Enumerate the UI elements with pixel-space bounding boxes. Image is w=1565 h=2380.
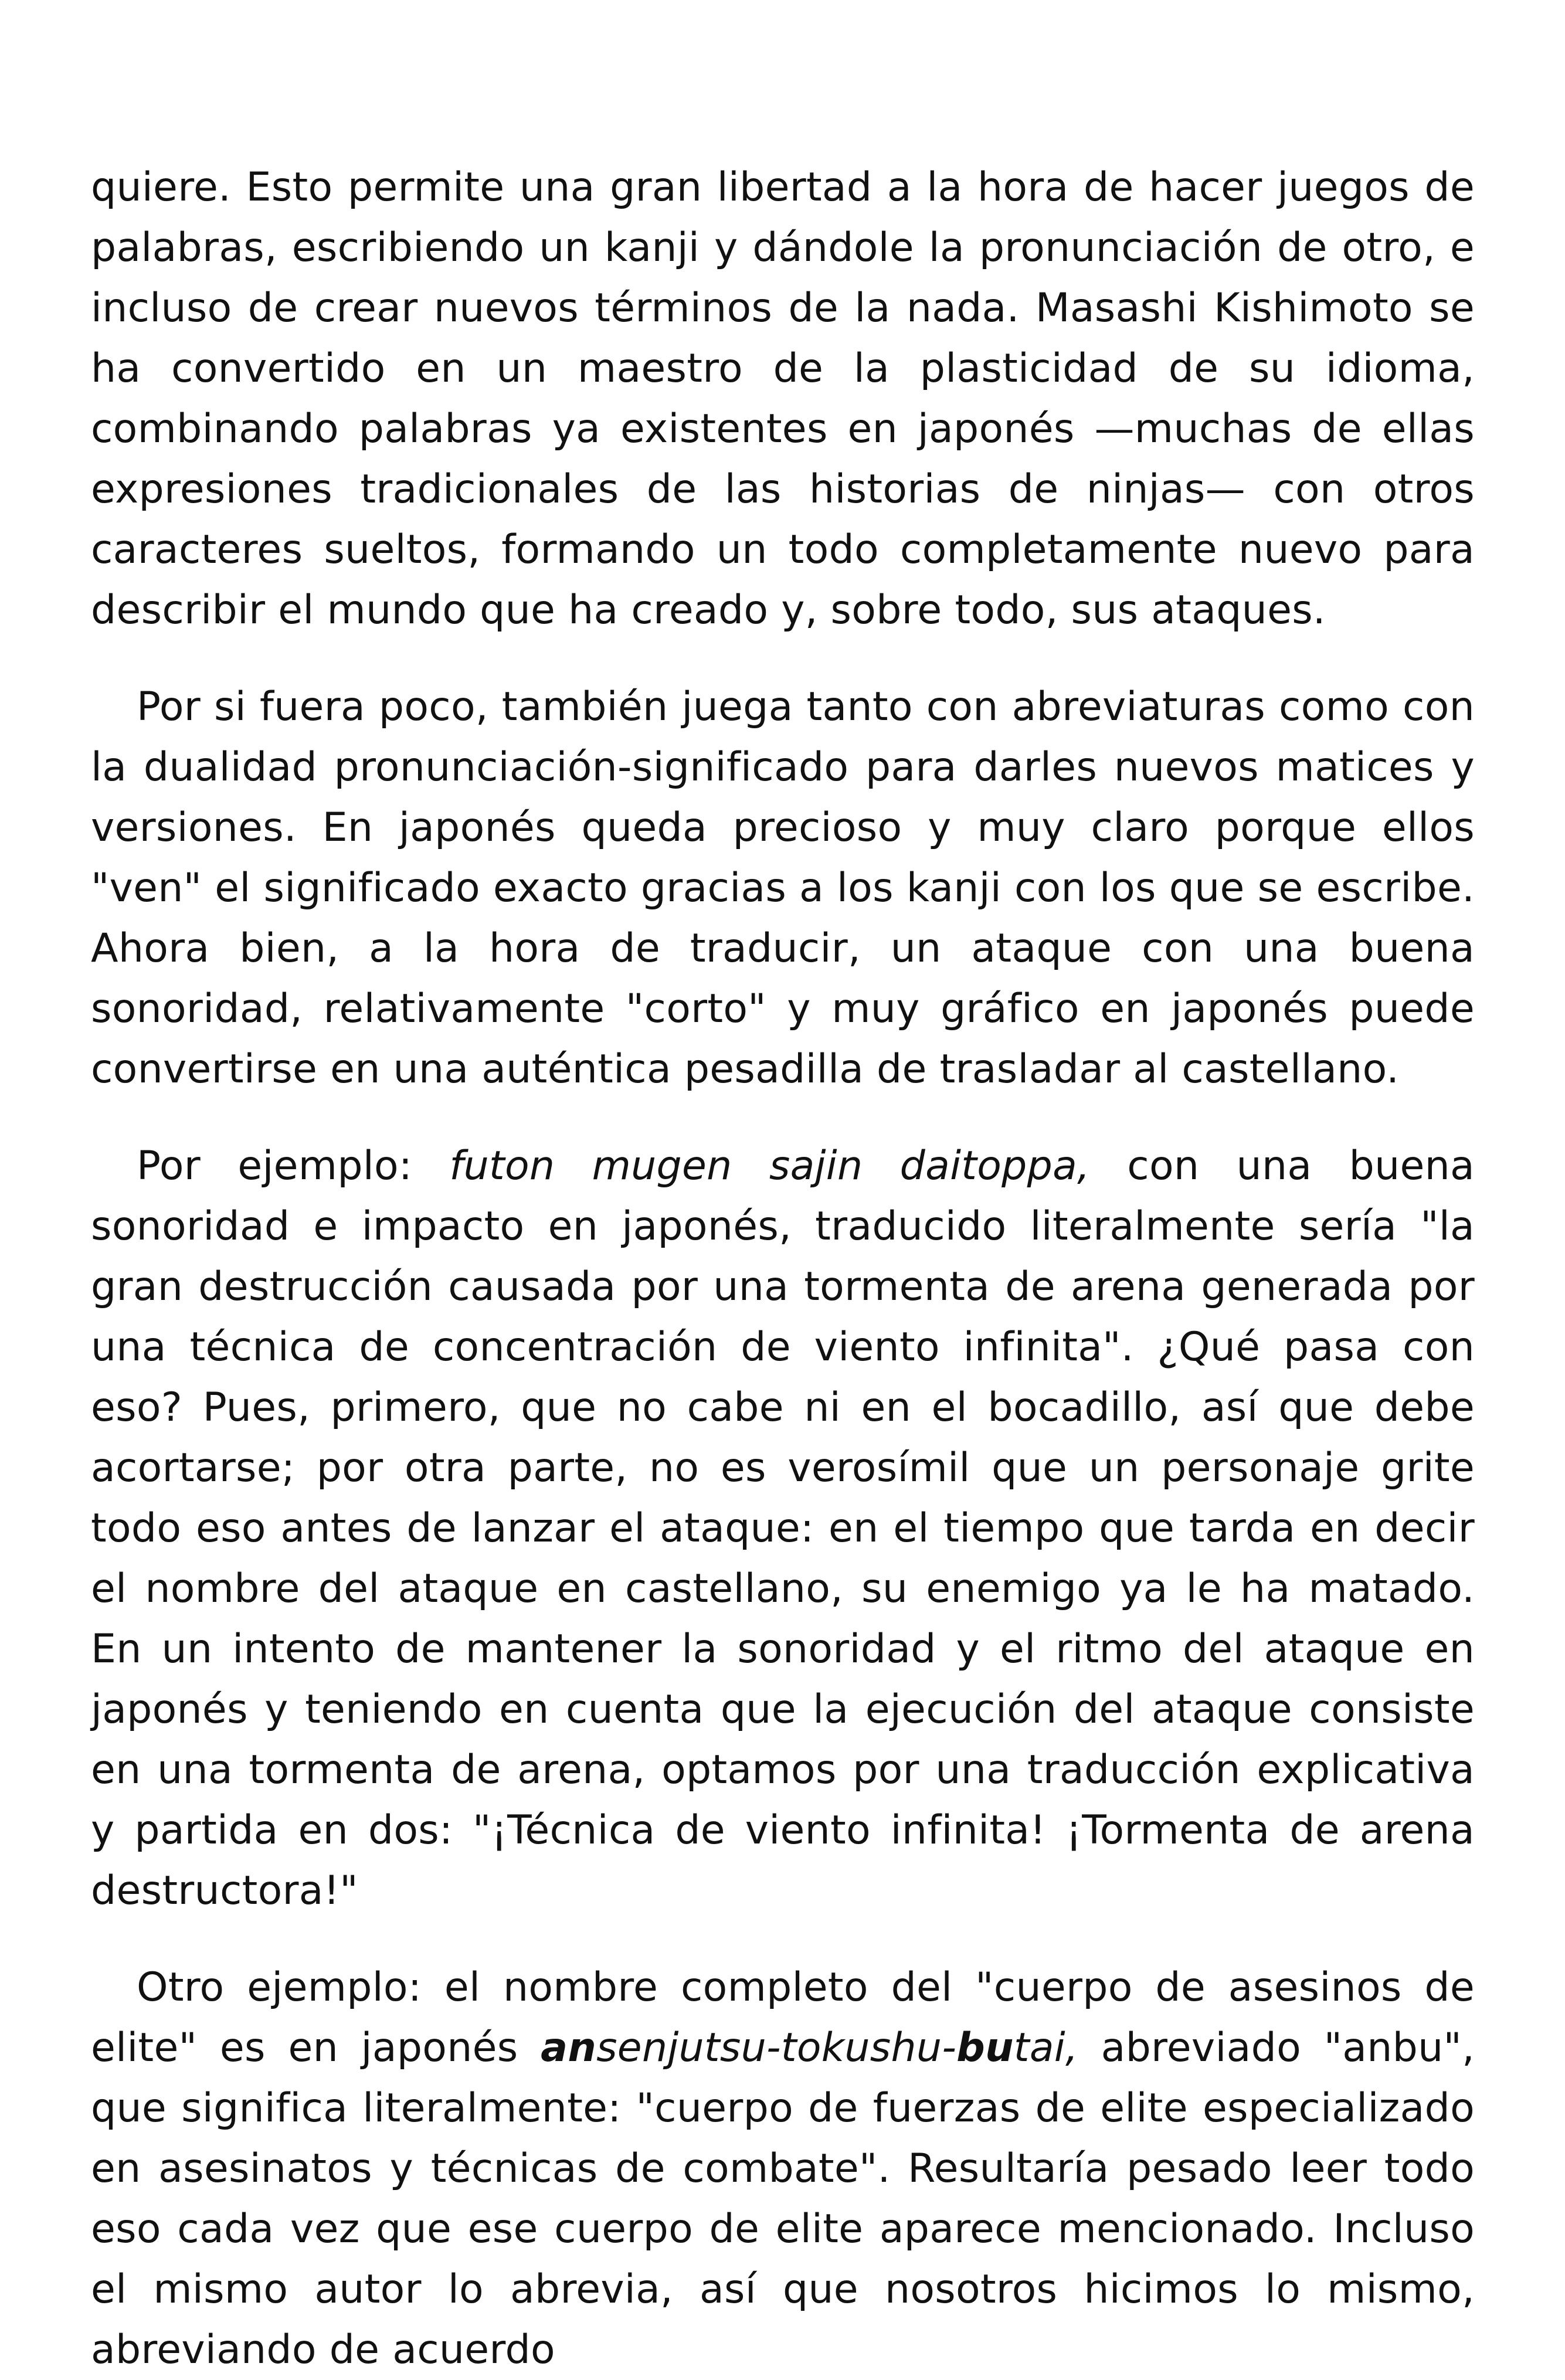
paragraph-2: [91, 677, 1475, 1099]
paragraph-3-rest: con una buena sonoridad e impacto en japonés, traducido literalmente sería "la gran destrucción causada por una tormenta de arena generada por una técnica de concentración de viento infinita". ¿Qué pasa con eso? Pues, primero, que no cabe ni en el bocadillo, así que debe acortarse; por otra parte, no es verosímil que un personaje grite todo eso antes de lanzar el ataque: en el tiempo que tarda en decir el nombre del ataque en castellano, su enemigo ya le ha matado. En un intento de mantener la sonoridad y el ritmo del ataque en japonés y teniendo en cuenta que la ejecución del ataque consiste en una tormenta de arena, optamos por una traducción explicativa y partida en dos: "¡Técnica de viento infinita! ¡Tormenta de arena destructora!": [91, 1143, 1475, 1914]
paragraph-4-lead: Otro ejemplo: el nombre completo del "cuerpo de asesinos de elite" es en japonés: [91, 1964, 1475, 2071]
paragraph-1-text: quiere. Esto permite una gran libertad a la hora de hacer juegos de palabras, escribiendo un kanji y dándole la pronunciación de otro, e incluso de crear nuevos términos de la nada. Masashi Kishimoto se ha convertido en un maestro de la plasticidad de su idioma, combinando palabras ya existentes en japonés —muchas de ellas expresiones tradicionales de las historias de ninjas— con otros caracteres sueltos, formando un todo completamente nuevo para describir el mundo que ha creado y, sobre todo, sus ataques.: [91, 164, 1475, 633]
term-anbu-bold-an: an: [541, 2025, 597, 2071]
paragraph-3-lead: Por ejemplo:: [137, 1143, 450, 1189]
paragraph-3: [91, 1136, 1475, 1921]
book-page: [91, 157, 1475, 2380]
term-anbu-bold-bu: bu: [956, 2025, 1014, 2071]
term-anbu-italic-2: tai,: [1013, 2025, 1078, 2071]
term-futon-mugen: futon mugen sajin daitoppa,: [449, 1143, 1090, 1189]
paragraph-1: [91, 157, 1475, 640]
paragraph-4-rest: abreviado "anbu", que significa literalmente: "cuerpo de fuerzas de elite especializado en asesinatos y técnicas de combate". Resultaría pesado leer todo eso cada vez que ese cuerpo de elite aparece mencionado. Incluso el mismo autor lo abrevia, así que nosotros hicimos lo mismo, abreviando de acuerdo: [91, 2025, 1475, 2373]
term-anbu-italic-1: senjutsu-tokushu-: [596, 2025, 957, 2071]
paragraph-2-text: Por si fuera poco, también juega tanto con abreviaturas como con la dualidad pronunciación-significado para darles nuevos matices y versiones. En japonés queda precioso y muy claro porque ellos "ven" el significado exacto gracias a los kanji con los que se escribe. Ahora bien, a la hora de traducir, un ataque con una buena sonoridad, relativamente "corto" y muy gráfico en japonés puede convertirse en una auténtica pesadilla de trasladar al castellano.: [91, 684, 1475, 1092]
paragraph-4: [91, 1957, 1475, 2380]
